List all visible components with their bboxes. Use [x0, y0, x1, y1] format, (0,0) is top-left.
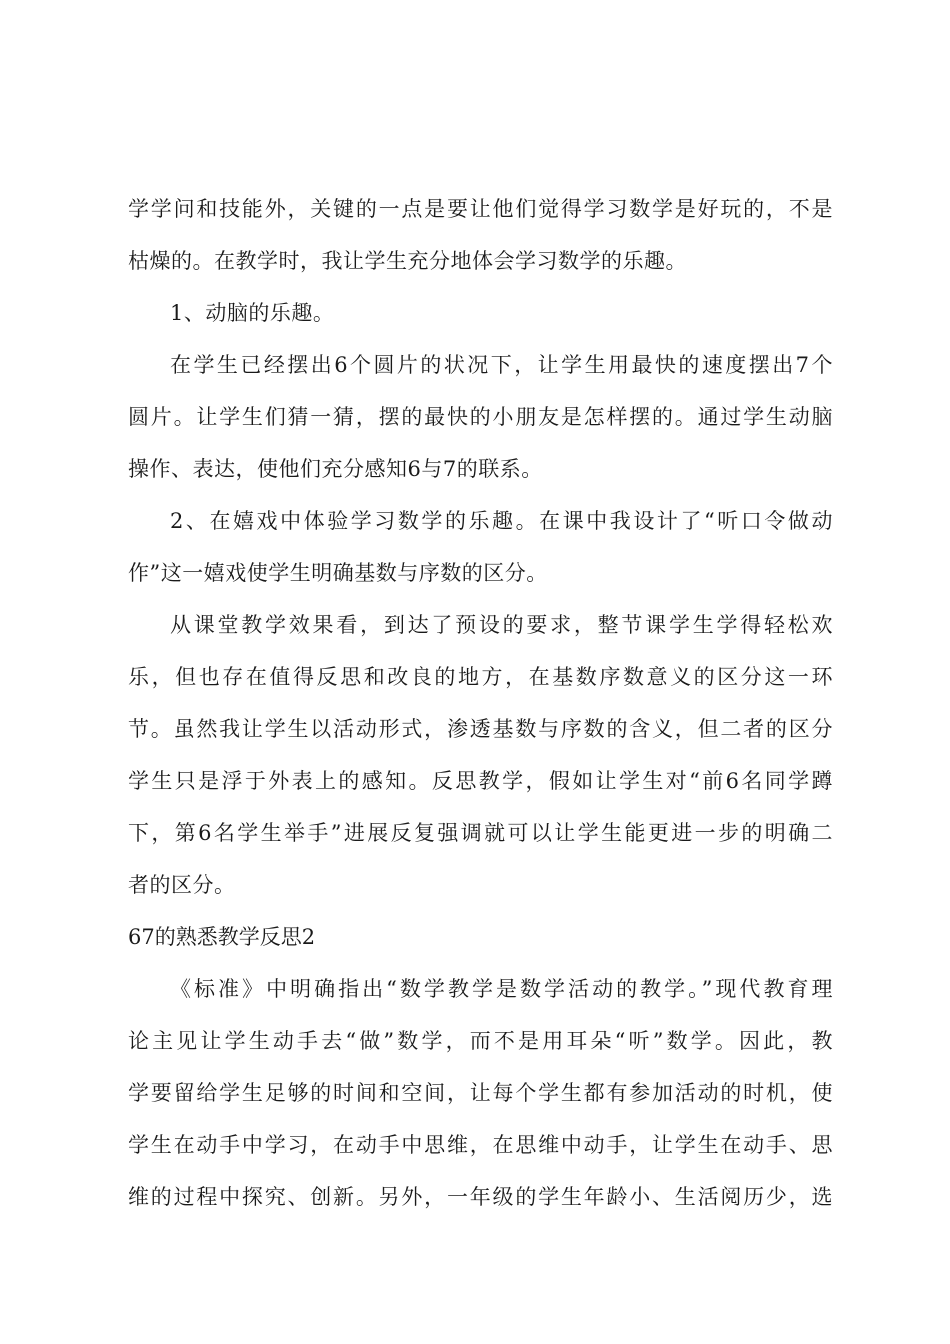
paragraph-item-1-heading — [128, 287, 833, 339]
text-line: 者的区分。 — [128, 873, 236, 897]
document-body — [128, 183, 833, 1223]
text-line: 作”这一嬉戏使学生明确基数与序数的区分。 — [128, 561, 548, 585]
text-line: 学生在动手中学习，在动手中思维，在思维中动手，让学生在动手、思 — [128, 1133, 833, 1157]
paragraph-intro-continued — [128, 183, 833, 287]
text-line: 学要留给学生足够的时间和空间，让每个学生都有参加活动的时机，使 — [128, 1081, 833, 1105]
text-line: 维的过程中探究、创新。另外，一年级的学生年龄小、生活阅历少，选 — [128, 1185, 833, 1209]
text-line: 乐，但也存在值得反思和改良的地方，在基数序数意义的区分这一环 — [128, 665, 833, 689]
text-line: 2、在嬉戏中体验学习数学的乐趣。在课中我设计了“听口令做动 — [170, 509, 833, 533]
text-line: 1、动脑的乐趣。 — [170, 301, 335, 325]
text-line: 学生只是浮于外表上的感知。反思教学，假如让学生对“前6名同学蹲 — [128, 769, 833, 793]
text-line: 论主见让学生动手去“做”数学，而不是用耳朵“听”数学。因此，教 — [128, 1029, 833, 1053]
paragraph-item-2 — [128, 495, 833, 599]
text-line: 操作、表达，使他们充分感知6与7的联系。 — [128, 457, 543, 481]
text-line: 节。虽然我让学生以活动形式，渗透基数与序数的含义，但二者的区分 — [128, 717, 833, 741]
paragraph-section-2 — [128, 963, 833, 1223]
text-line: 从课堂教学效果看，到达了预设的要求，整节课学生学得轻松欢 — [170, 613, 833, 637]
text-line: 学学问和技能外，关键的一点是要让他们觉得学习数学是好玩的，不是 — [128, 197, 833, 221]
section-title: 67的熟悉教学反思2 — [128, 925, 316, 949]
text-line: 圆片。让学生们猜一猜，摆的最快的小朋友是怎样摆的。通过学生动脑 — [128, 405, 833, 429]
text-line: 下，第6名学生举手”进展反复强调就可以让学生能更进一步的明确二 — [128, 821, 833, 845]
text-line: 《标准》中明确指出“数学教学是数学活动的教学。”现代教育理 — [170, 977, 833, 1001]
paragraph-item-1-body — [128, 339, 833, 495]
text-line: 枯燥的。在教学时，我让学生充分地体会学习数学的乐趣。 — [128, 249, 687, 273]
paragraph-reflection — [128, 599, 833, 911]
text-line: 在学生已经摆出6个圆片的状况下，让学生用最快的速度摆出7个 — [170, 353, 833, 377]
section-heading — [128, 911, 833, 963]
